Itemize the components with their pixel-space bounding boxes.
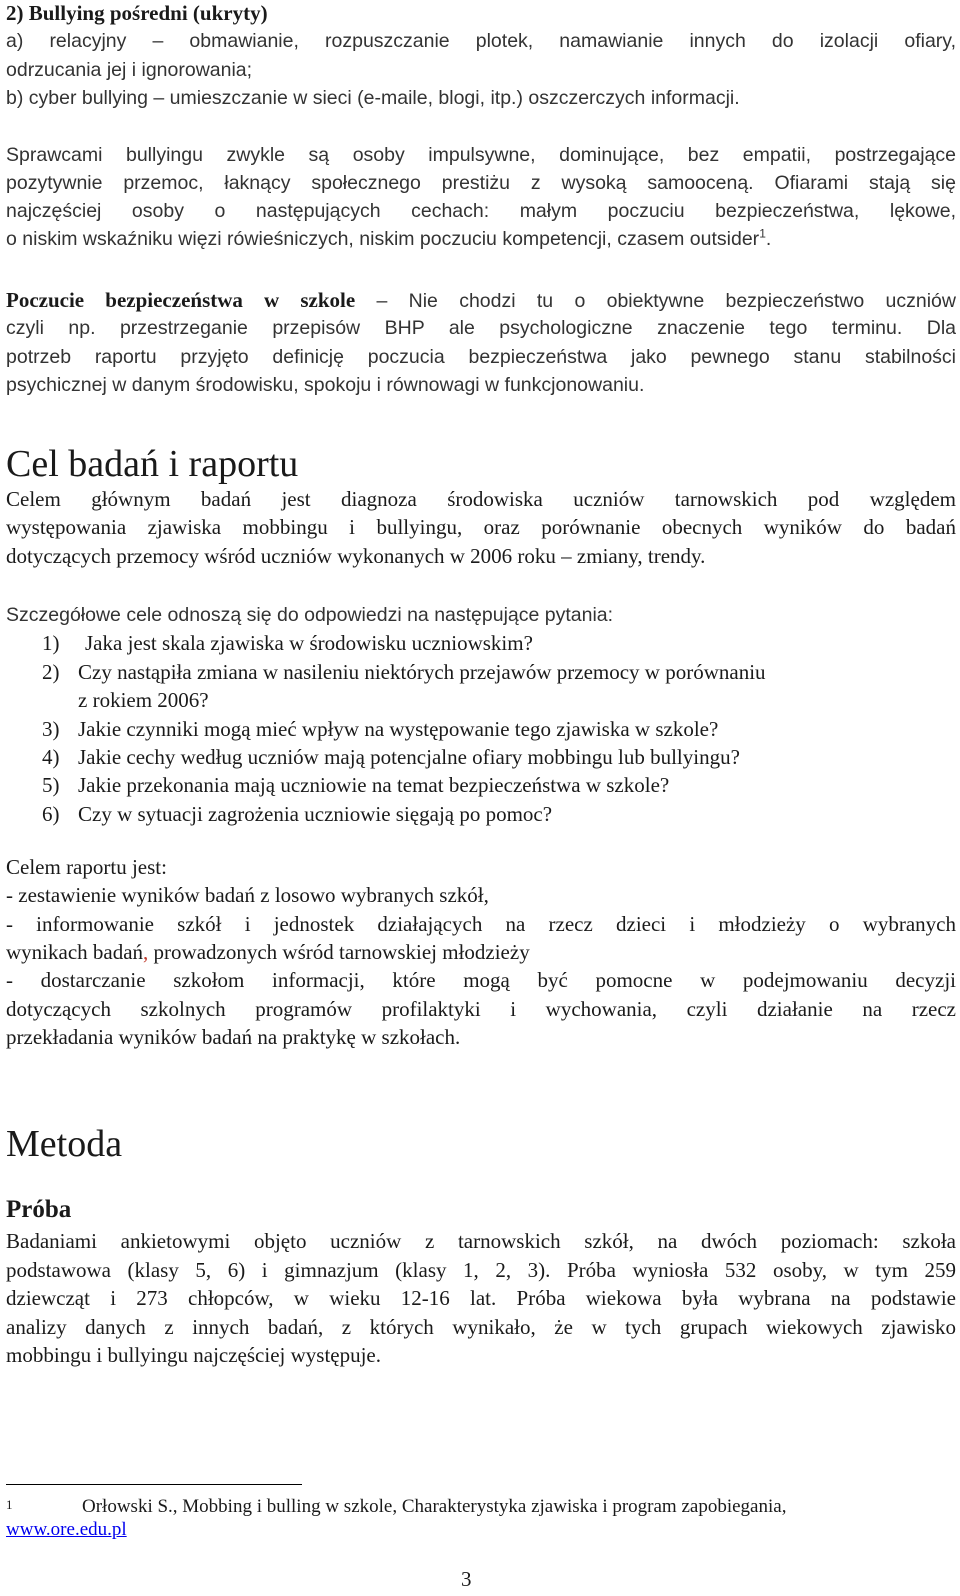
section-title: Cel badań i raportu bbox=[6, 443, 299, 485]
list-number: 6) bbox=[42, 802, 60, 826]
bold-term: Poczucie bezpieczeństwa w szkole bbox=[6, 288, 356, 312]
paragraph-line bbox=[6, 227, 771, 251]
paragraph-text: o niskim wskaźniku więzi rówieśniczych, niskim poczuciu kompetencji, czasem outsider bbox=[6, 228, 760, 250]
subsection-title: Próba bbox=[6, 1196, 72, 1223]
list-item bbox=[6, 802, 552, 826]
paragraph-line: występowania zjawiska mobbingu i bullyingu, oraz porównanie obecnych wyników do badań bbox=[6, 515, 956, 539]
list-item bbox=[6, 773, 669, 797]
footnote-separator bbox=[6, 1484, 302, 1485]
list-item bbox=[6, 717, 718, 741]
list-number: 5) bbox=[42, 773, 60, 797]
page-number: 3 bbox=[461, 1567, 472, 1591]
paragraph-text: . bbox=[765, 228, 772, 250]
paragraph-line: najczęściej osoby o następujących cechach: małym poczuciu bezpieczeństwa, lękowe, bbox=[6, 200, 956, 222]
paragraph-text: prowadzonych wśród tarnowskiej młodzieży bbox=[148, 940, 530, 964]
list-number: 3) bbox=[42, 717, 60, 741]
list-item bbox=[6, 660, 766, 684]
list-item bbox=[6, 631, 533, 655]
list-intro: Szczegółowe cele odnoszą się do odpowiedzi na następujące pytania: bbox=[6, 604, 614, 626]
paragraph-line: b) cyber bullying – umieszczanie w sieci (e-maile, blogi, itp.) oszczerczych informacji. bbox=[6, 87, 740, 109]
paragraph-line: dotyczących przemocy wśród uczniów wykonanych w 2006 roku – zmiany, trendy. bbox=[6, 544, 706, 568]
paragraph-line: potrzeb raportu przyjęto definicję poczucia bezpieczeństwa jako pewnego stanu stabilności bbox=[6, 346, 956, 368]
list-text: Czy w sytuacji zagrożenia uczniowie sięgają po pomoc? bbox=[78, 802, 553, 826]
paragraph-line: mobbingu i bullyingu najczęściej występuje. bbox=[6, 1343, 382, 1367]
paragraph-line: pozytywnie przemoc, łaknący społecznego prestiżu z wysoką samooceną. Ofiarami stają się bbox=[6, 172, 956, 194]
paragraph-line: podstawowa (klasy 5, 6) i gimnazjum (klasy 1, 2, 3). Próba wyniosła 532 osoby, w tym 259 bbox=[6, 1258, 956, 1282]
footnote-text: Orłowski S., Mobbing i bulling w szkole, Charakterystyka zjawiska i program zapobiegania, bbox=[82, 1496, 787, 1517]
list-text: Jakie cechy według uczniów mają potencjalne ofiary mobbingu lub bullyingu? bbox=[78, 745, 740, 769]
paragraph-text: wynikach badań bbox=[6, 940, 144, 964]
paragraph-line: odrzucania jej i ignorowania; bbox=[6, 59, 253, 81]
paragraph-line: a) relacyjny – obmawianie, rozpuszczanie plotek, namawianie innych do izolacji ofiary, bbox=[6, 30, 956, 52]
paragraph-line: Celem głównym badań jest diagnoza środowiska uczniów tarnowskich pod względem bbox=[6, 487, 956, 511]
paragraph-line: - zestawienie wyników badań z losowo wybranych szkół, bbox=[6, 883, 489, 907]
list-item bbox=[6, 745, 740, 769]
paragraph-line bbox=[6, 288, 956, 313]
footnote-link[interactable]: www.ore.edu.pl bbox=[6, 1519, 127, 1540]
list-text: Czy nastąpiła zmiana w nasileniu niektórych przejawów przemocy w porównaniu bbox=[78, 660, 766, 684]
list-number: 4) bbox=[42, 745, 60, 769]
paragraph-line: przekładania wyników badań na praktykę w szkołach. bbox=[6, 1025, 461, 1049]
list-number: 1) bbox=[42, 631, 60, 655]
paragraph-line: psychicznej w danym środowisku, spokoju i równowagi w funkcjonowaniu. bbox=[6, 374, 645, 396]
paragraph-line: - informowanie szkół i jednostek działających na rzecz dzieci i młodzieży o wybranych bbox=[6, 912, 956, 936]
paragraph-text: – Nie chodzi tu o obiektywne bezpieczeństwo uczniów bbox=[355, 290, 956, 312]
red-comma: , bbox=[143, 940, 149, 964]
footnote-number: 1 bbox=[6, 1497, 13, 1512]
list-text: Jakie czynniki mogą mieć wpływ na występowanie tego zjawiska w szkole? bbox=[78, 717, 719, 741]
section-title: Metoda bbox=[6, 1123, 123, 1165]
section-heading: 2) Bullying pośredni (ukryty) bbox=[6, 1, 268, 25]
list-intro: Celem raportu jest: bbox=[6, 855, 167, 879]
paragraph-line: Badaniami ankietowymi objęto uczniów z tarnowskich szkół, na dwóch poziomach: szkoła bbox=[6, 1229, 956, 1253]
footnote-ref[interactable]: 1 bbox=[759, 226, 766, 241]
paragraph-line bbox=[6, 940, 530, 964]
paragraph-line: dotyczących szkolnych programów profilaktyki i wychowania, czyli działanie na rzecz bbox=[6, 997, 956, 1021]
list-text: Jakie przekonania mają uczniowie na temat bezpieczeństwa w szkole? bbox=[78, 773, 670, 797]
paragraph-line: czyli np. przestrzeganie przepisów BHP ale psychologiczne znaczenie tego terminu. Dla bbox=[6, 317, 956, 339]
list-text: Jaka jest skala zjawiska w środowisku uczniowskim? bbox=[85, 631, 533, 655]
paragraph-line: dziewcząt i 273 chłopców, w wieku 12-16 lat. Próba wiekowa była wybrana na podstawie bbox=[6, 1286, 956, 1310]
paragraph-line: Sprawcami bullyingu zwykle są osoby impulsywne, dominujące, bez empatii, postrzegające bbox=[6, 144, 956, 166]
list-number: 2) bbox=[42, 660, 60, 684]
paragraph-line: analizy danych z innych badań, z których wynikało, że w tych grupach wiekowych zjawisko bbox=[6, 1315, 956, 1339]
paragraph-line: - dostarczanie szkołom informacji, które mogą być pomocne w podejmowaniu decyzji bbox=[6, 968, 956, 992]
list-item-continuation: z rokiem 2006? bbox=[78, 688, 209, 712]
